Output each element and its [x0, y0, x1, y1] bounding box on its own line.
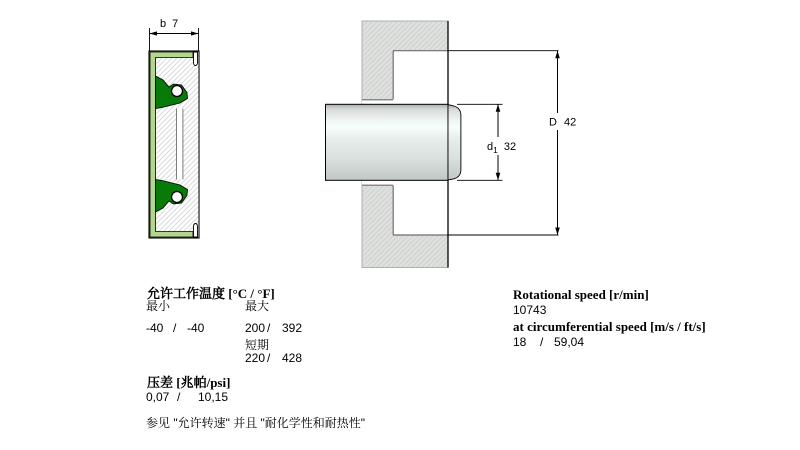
temperature-short-term-label: 短期 — [245, 338, 270, 352]
dimension-d1 — [457, 104, 526, 180]
temperature-max-label: 最大 — [245, 299, 270, 313]
seal-cross-section-drawing — [140, 10, 220, 255]
temperature-max-c: 200 — [245, 321, 266, 335]
seal-seat-recess-bottom — [393, 181, 448, 235]
dimension-b-label: b 7 — [160, 18, 179, 30]
pressure-mpa: 0,07 — [146, 390, 170, 404]
dimension-d1-label: $d_1$ 32 — [487, 141, 517, 155]
slash: / — [267, 351, 271, 365]
dimension-D-label: D 42 — [549, 116, 577, 129]
slash: / — [173, 321, 177, 335]
temperature-min-f: -40 — [187, 321, 205, 335]
temperature-min-c: -40 — [146, 321, 164, 335]
arrowhead-down-icon — [555, 228, 560, 236]
dimension-b — [150, 18, 199, 51]
temperature-min-label: 最小 — [146, 299, 171, 313]
seal-bore-band — [177, 108, 183, 180]
shaft-end-chamfer — [448, 105, 461, 180]
speed-fts: 59,04 — [554, 335, 585, 349]
seal-seat-recess-top — [393, 51, 448, 105]
temperature-heading: 允许工作温度 [°C / °F] — [147, 286, 275, 301]
temperature-min-values — [146, 321, 204, 335]
circumferential-speed-values — [513, 335, 584, 349]
garter-spring-bottom-icon — [172, 192, 183, 203]
arrowhead-left-icon — [150, 31, 158, 35]
slash: / — [267, 321, 271, 335]
temperature-max-f: 392 — [282, 321, 303, 335]
temperature-short-f: 428 — [282, 351, 303, 365]
arrowhead-up-icon — [555, 51, 560, 59]
slash: / — [177, 390, 181, 404]
slash: / — [540, 335, 544, 349]
pressure-psi: 10,15 — [198, 390, 229, 404]
seal-case-hook-top — [194, 52, 198, 66]
installation-drawing — [320, 14, 620, 284]
shaft — [326, 104, 449, 180]
arrowhead-right-icon — [191, 31, 199, 35]
temperature-short-term-values — [245, 351, 302, 365]
garter-spring-top-icon — [172, 86, 183, 97]
temperature-max-values — [245, 321, 302, 335]
rotational-speed-value: 10743 — [513, 303, 547, 317]
temperature-short-c: 220 — [245, 351, 266, 365]
pressure-values — [146, 390, 228, 404]
rotational-speed-heading: Rotational speed [r/min] — [513, 287, 649, 302]
arrowhead-up-icon — [496, 104, 501, 112]
arrowhead-down-icon — [496, 173, 501, 181]
circumferential-speed-heading: at circumferential speed [m/s / ft/s] — [513, 319, 706, 334]
speed-ms: 18 — [513, 335, 527, 349]
seal-case-hook-bottom — [194, 224, 198, 238]
pressure-heading: 压差 [兆帕/psi] — [147, 375, 231, 390]
see-also-note: 参见 "允许转速" 并且 "耐化学性和耐热性" — [146, 416, 366, 430]
